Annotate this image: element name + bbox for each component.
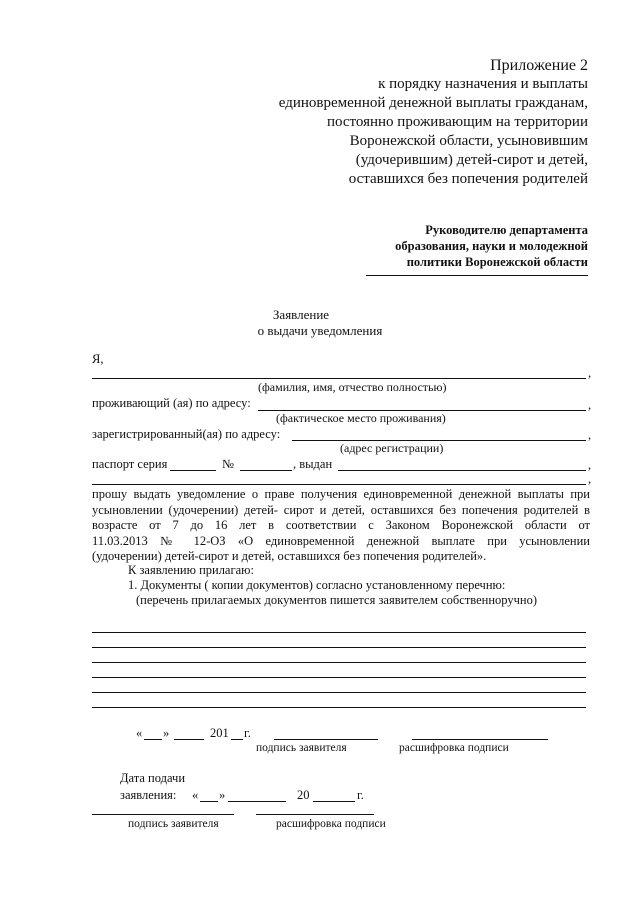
recipient-line: политики Воронежской области xyxy=(406,255,588,269)
signature-field[interactable] xyxy=(274,739,378,740)
submission-signature-field[interactable] xyxy=(92,814,234,815)
issued-label: , выдан xyxy=(293,457,333,471)
passport-series-field[interactable] xyxy=(170,470,216,471)
document-list-line[interactable] xyxy=(92,692,586,693)
comma: , xyxy=(588,458,592,472)
recipient-block xyxy=(395,222,588,270)
submission-year-suffix: г. xyxy=(357,788,364,802)
appendix-header xyxy=(279,56,588,189)
document-list-line[interactable] xyxy=(92,707,586,708)
date-close-quote: » xyxy=(163,726,170,740)
issued-field[interactable] xyxy=(338,470,586,471)
submission-close-quote: » xyxy=(219,788,226,802)
date-year-field[interactable] xyxy=(231,739,243,740)
address-label: проживающий (ая) по адресу: xyxy=(92,396,251,410)
reg-hint: (адрес регистрации) xyxy=(340,441,444,455)
address-hint: (фактическое место проживания) xyxy=(276,411,446,425)
comma: , xyxy=(588,366,592,380)
submission-decode-label: расшифровка подписи xyxy=(276,818,386,830)
decode-label: расшифровка подписи xyxy=(399,742,509,754)
appendix-line: к порядку назначения и выплаты xyxy=(378,76,588,92)
submission-year-prefix: 20 xyxy=(297,788,310,802)
document-list-line[interactable] xyxy=(92,662,586,663)
submission-label-2: заявления: xyxy=(120,788,177,802)
submission-open-quote: « xyxy=(192,788,199,802)
recipient-name-line[interactable] xyxy=(366,275,588,276)
passport-number-label: № xyxy=(222,457,234,471)
document-list-line[interactable] xyxy=(92,677,586,678)
submission-signature-label: подпись заявителя xyxy=(128,818,219,830)
date-day-field[interactable] xyxy=(144,739,162,740)
date-year-suffix: г. xyxy=(244,726,251,740)
issued-field-continued[interactable] xyxy=(92,484,586,485)
comma: , xyxy=(588,398,592,412)
request-line: (удочерении) детей-сирот и детей, оставшихся без попечения родителей». xyxy=(92,549,487,563)
recipient-line: образования, науки и молодежной xyxy=(395,239,588,253)
date-month-field[interactable] xyxy=(174,739,204,740)
comma: , xyxy=(588,428,592,442)
fio-field[interactable] xyxy=(92,378,586,379)
appendix-line: оставшихся без попечения родителей xyxy=(348,171,588,187)
title-line: Заявление xyxy=(272,307,330,322)
document-list-line[interactable] xyxy=(92,632,586,633)
submission-label: Дата подачи xyxy=(120,771,186,785)
reg-label: зарегистрированный(ая) по адресу: xyxy=(92,427,281,441)
ya-label: Я, xyxy=(92,352,104,366)
submission-decode-field[interactable] xyxy=(256,814,374,815)
submission-month-field[interactable] xyxy=(228,801,286,802)
signature-label: подпись заявителя xyxy=(256,742,347,754)
attach-label: К заявлению прилагаю: xyxy=(128,563,254,577)
passport-series-label: паспорт серия xyxy=(92,457,168,471)
signature-decode-field[interactable] xyxy=(412,739,548,740)
recipient-line: Руководителю департамента xyxy=(425,223,588,237)
submission-year-field[interactable] xyxy=(313,801,355,802)
document-title xyxy=(0,307,640,339)
date-year-prefix: 201 xyxy=(210,726,229,740)
attach-item: 1. Документы ( копии документов) согласно установленному перечню: xyxy=(128,578,506,592)
comma: , xyxy=(588,472,592,486)
appendix-line: постоянно проживающим на территории xyxy=(326,114,588,130)
request-line: возрасте от 7 до 16 лет в соответствии с Законом Воронежской области от xyxy=(92,518,590,532)
appendix-line: единовременной денежной выплаты гражданам, xyxy=(278,95,588,111)
passport-number-field[interactable] xyxy=(240,470,292,471)
appendix-line: Воронежской области, усыновившим xyxy=(349,133,588,149)
attach-hint: (перечень прилагаемых документов пишется заявителем собственноручно) xyxy=(136,593,538,607)
fio-hint: (фамилия, имя, отчество полностью) xyxy=(258,380,447,394)
appendix-title: Приложение 2 xyxy=(490,57,588,74)
request-text xyxy=(92,487,590,565)
request-line: 11.03.2013 № 12-ОЗ «О единовременной денежной выплате при усыновлении xyxy=(92,533,590,548)
appendix-line: (удочерившим) детей-сирот и детей, xyxy=(355,152,588,168)
title-line: о выдачи уведомления xyxy=(257,323,383,338)
request-line: прошу выдать уведомление о праве получения единовременной денежной выплаты при xyxy=(92,487,590,501)
request-line: усыновлении (удочерении) детей- сирот и детей, оставшихся без попечения родителей в xyxy=(92,502,590,517)
date-open-quote: « xyxy=(136,726,143,740)
document-list-line[interactable] xyxy=(92,647,586,648)
submission-day-field[interactable] xyxy=(200,801,218,802)
